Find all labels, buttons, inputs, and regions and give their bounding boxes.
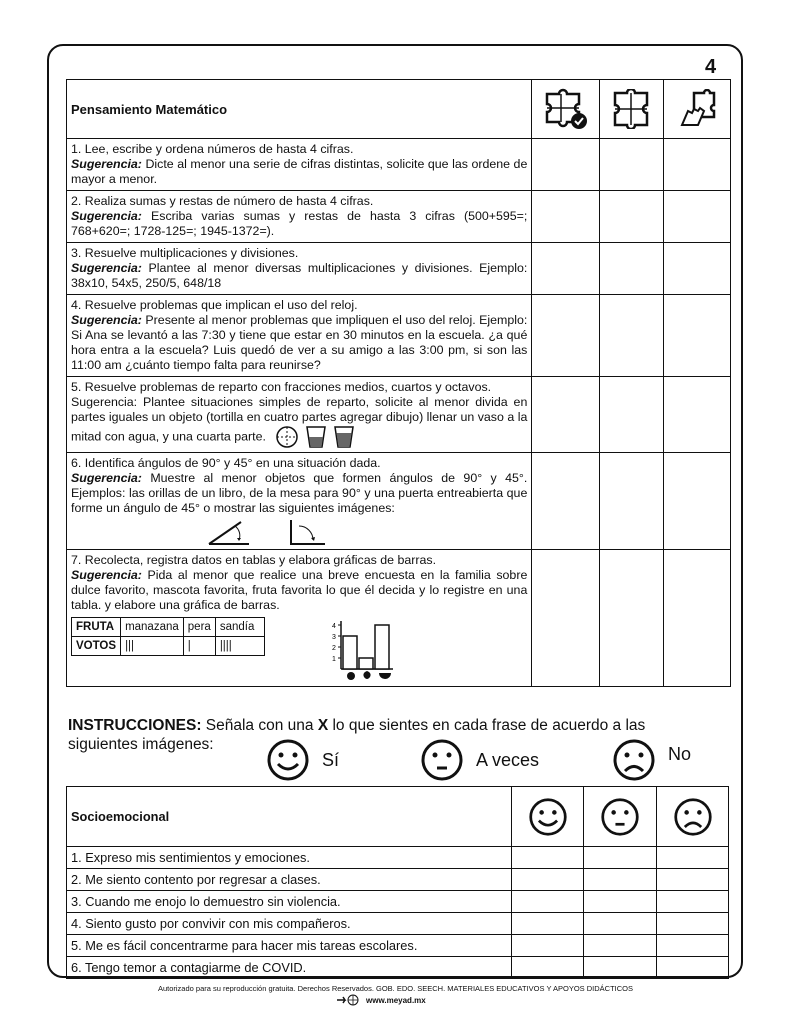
check-cell[interactable] (512, 891, 584, 913)
math-item-row (67, 191, 731, 243)
socio-title: Socioemocional (67, 787, 512, 847)
table-cell: manazana (121, 618, 184, 637)
bar-sandía (375, 625, 389, 669)
suggestion-label: Sugerencia: (71, 261, 142, 275)
check-cell[interactable] (657, 935, 729, 957)
suggestion-label: Sugerencia: (71, 471, 142, 485)
check-cell[interactable] (512, 913, 584, 935)
socio-item: 1. Expreso mis sentimientos y emociones. (67, 847, 512, 869)
glass-quarter-icon (333, 425, 355, 449)
y-tick-label: 2 (331, 645, 336, 652)
check-cell[interactable] (664, 377, 731, 453)
math-item-row (67, 243, 731, 295)
check-cell[interactable] (584, 847, 657, 869)
instructions-text: Señala con una (201, 717, 318, 734)
math-table (66, 79, 731, 687)
instructions-text: lo que sientes en cada frase de acuerdo a las siguientes imágenes: (68, 717, 646, 753)
check-cell[interactable] (657, 847, 729, 869)
check-cell[interactable] (664, 139, 731, 191)
item-main: 5. Resuelve problemas de reparto con fracciones medios, cuartos y octavos. (71, 380, 492, 394)
check-cell[interactable] (584, 935, 657, 957)
socio-item-row (67, 847, 729, 869)
happy-face-icon (512, 787, 584, 847)
fruit-votes-table (71, 617, 265, 656)
item-main: 3. Resuelve multiplicaciones y divisiones. (71, 246, 299, 260)
check-cell[interactable] (532, 139, 600, 191)
check-cell[interactable] (657, 891, 729, 913)
item-main: 7. Recolecta, registra datos en tablas y elabora gráficas de barras. (71, 553, 437, 567)
socio-table (66, 786, 729, 979)
socio-item: 3. Cuando me enojo lo demuestro sin violencia. (67, 891, 512, 913)
math-item-row (67, 453, 731, 550)
table-row (72, 618, 265, 637)
check-cell[interactable] (664, 453, 731, 550)
legend-yes (266, 738, 339, 782)
check-cell[interactable] (600, 139, 664, 191)
suggestion-text: Muestre al menor objetos que formen ángulos de 90° y 45°. Ejemplos: las orillas de un libro, de la mesa para 90° y una puerta entreabierta que forme un ángulo de 45° o mostrar las siguientes imágenes: (71, 471, 528, 515)
table-cell: | (183, 637, 215, 656)
suggestion-text: Pida al menor que realice una breve encuesta en la familia sobre dulce favorito, mascota favorita, fruta favorita lo que él decida y lo registre en una tabla. y elabore una gráfica de barras. (71, 568, 528, 612)
puzzle-pieces-icon (600, 80, 664, 139)
check-cell[interactable] (600, 295, 664, 377)
neutral-face-icon (420, 738, 464, 782)
table-cell: sandía (215, 618, 264, 637)
suggestion-text: Presente al menor problemas que impliquen el uso del reloj. Ejemplo: Si Ana se levantó a las 7:30 y tiene que estar en 30 minutos en la escuela. ¿a qué hora entra a la escuela? Luis quedó de ver a su amigo a las 3:00 pm, si son las 11:00 am ¿cuánto tiempo falta para reunirse? (71, 313, 528, 372)
table-cell: ||| (121, 637, 184, 656)
item-main: 1. Lee, escribe y ordena números de hasta 4 cifras. (71, 142, 354, 156)
check-cell[interactable] (512, 869, 584, 891)
angle-45-icon (207, 518, 251, 546)
check-cell[interactable] (600, 243, 664, 295)
math-item-row (67, 295, 731, 377)
globe-arrow-icon (336, 994, 362, 1006)
check-cell[interactable] (512, 935, 584, 957)
fruit-bar-chart (325, 617, 415, 683)
suggestion-text: Sugerencia: Plantee situaciones simples de reparto, solicite al menor divida en partes iguales un objeto (tortilla en cuatro partes agregar dibujo) llenar un vaso a la mitad con agua, y una cuarta parte. (71, 395, 528, 444)
math-title: Pensamiento Matemático (67, 80, 532, 139)
sad-face-icon (612, 738, 656, 782)
watermelon-icon (379, 673, 391, 679)
glass-half-icon (305, 425, 327, 449)
check-cell[interactable] (584, 913, 657, 935)
math-item-row (67, 377, 731, 453)
socio-item-row (67, 957, 729, 979)
legend-sometimes (420, 738, 539, 782)
check-cell[interactable] (584, 891, 657, 913)
neutral-face-icon (584, 787, 657, 847)
item-main: 2. Realiza sumas y restas de número de hasta 4 cifras. (71, 194, 374, 208)
check-cell[interactable] (664, 191, 731, 243)
legend-label: A veces (476, 749, 540, 770)
math-item-4 (67, 295, 532, 377)
suggestion-text: Dicte al menor una serie de cifras distintas, solicite que las ordene de mayor a menor. (71, 157, 528, 186)
legend-label: Sí (322, 749, 340, 770)
check-cell[interactable] (532, 550, 600, 687)
angle-90-icon (287, 518, 327, 546)
math-item-1 (67, 139, 532, 191)
math-item-6 (67, 453, 532, 550)
socio-item: 4. Siento gusto por convivir con mis compañeros. (67, 913, 512, 935)
suggestion-label: Sugerencia: (71, 568, 142, 582)
check-cell[interactable] (657, 869, 729, 891)
socio-item-row (67, 913, 729, 935)
suggestion-label: Sugerencia: (71, 313, 142, 327)
socio-header-row (67, 787, 729, 847)
math-item-3 (67, 243, 532, 295)
check-cell[interactable] (657, 957, 729, 979)
puzzle-complete-check-icon (532, 80, 600, 139)
check-cell[interactable] (657, 913, 729, 935)
check-cell[interactable] (512, 957, 584, 979)
math-item-5 (67, 377, 532, 453)
check-cell[interactable] (664, 295, 731, 377)
y-tick-label: 1 (331, 656, 336, 663)
check-cell[interactable] (512, 847, 584, 869)
y-tick-label: 3 (331, 634, 336, 641)
table-row (72, 637, 265, 656)
footer-url-block (336, 994, 426, 1006)
item-main: 6. Identifica ángulos de 90° y 45° en una situación dada. (71, 456, 381, 470)
check-cell[interactable] (600, 550, 664, 687)
check-cell[interactable] (600, 191, 664, 243)
apple-icon (347, 672, 355, 680)
tortilla-quarters-icon (275, 425, 299, 449)
instructions-label: INSTRUCCIONES: (68, 717, 202, 734)
instructions-x: X (317, 717, 329, 734)
suggestion-label: Sugerencia: (71, 209, 142, 223)
item-main: 4. Resuelve problemas que implican el uso del reloj. (71, 298, 358, 312)
legend-label: No (668, 743, 692, 764)
bar-pera (359, 658, 373, 669)
happy-face-icon (266, 738, 310, 782)
check-cell[interactable] (532, 377, 600, 453)
table-cell: |||| (215, 637, 264, 656)
y-tick-label: 4 (331, 623, 336, 630)
table-cell: VOTOS (72, 637, 121, 656)
check-cell[interactable] (600, 377, 664, 453)
pear-icon (363, 671, 370, 679)
bar-manzana (343, 636, 357, 669)
suggestion-label: Sugerencia: (71, 157, 142, 171)
socio-item-row (67, 869, 729, 891)
check-cell[interactable] (532, 191, 600, 243)
table-cell: pera (183, 618, 215, 637)
math-item-7 (67, 550, 532, 687)
footer-authorization: Autorizado para su reproducción gratuita. Derechos Reservados. GOB. EDO. SEECH. MATERIALES EDUCATIVOS Y APOYOS DIDÁCTICOS (157, 984, 634, 993)
check-cell[interactable] (600, 453, 664, 550)
math-item-row (67, 550, 731, 687)
socio-item: 6. Tengo temor a contagiarme de COVID. (67, 957, 512, 979)
check-cell[interactable] (532, 295, 600, 377)
socio-item-row (67, 935, 729, 957)
socio-item: 2. Me siento contento por regresar a clases. (67, 869, 512, 891)
math-header-row (67, 80, 731, 139)
check-cell[interactable] (532, 243, 600, 295)
suggestion-text: Plantee al menor diversas multiplicaciones y divisiones. Ejemplo: 38x10, 54x5, 250/5, 648/18 (71, 261, 528, 290)
check-cell[interactable] (584, 957, 657, 979)
check-cell[interactable] (664, 550, 731, 687)
hand-puzzle-icon (664, 80, 731, 139)
socio-item: 5. Me es fácil concentrarme para hacer mis tareas escolares. (67, 935, 512, 957)
math-item-row (67, 139, 731, 191)
check-cell[interactable] (532, 453, 600, 550)
footer-url[interactable]: www.meyad.mx (366, 995, 426, 1005)
page-number: 4 (705, 56, 717, 78)
check-cell[interactable] (664, 243, 731, 295)
math-item-2 (67, 191, 532, 243)
check-cell[interactable] (584, 869, 657, 891)
table-cell: FRUTA (72, 618, 121, 637)
socio-item-row (67, 891, 729, 913)
suggestion-text: Escriba varias sumas y restas de hasta 3 cifras (500+595=; 768+620=; 1728-125=; 1945-1372=). (71, 209, 528, 238)
sad-face-icon (657, 787, 729, 847)
legend-no (612, 738, 691, 782)
